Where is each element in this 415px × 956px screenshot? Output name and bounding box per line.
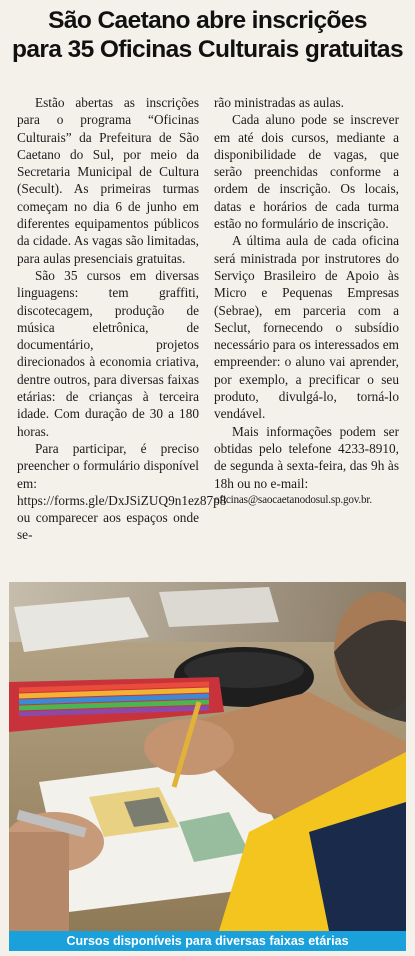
contact-email: oficinas@saocaetanodosul.sp.gov.br.	[214, 493, 372, 506]
paragraph: A última aula de cada oficina será ministrada por instrutores do Serviço Brasileiro de Apoio às Micro e Pequenas Empresas (Sebrae), em parceria com a Seclut, fornecendo o subsídio necessário para os interessados em empreender: o aluno vai aprender, por exemplo, a precificar o seu produto, divulgá-lo, torná-lo vendável.	[214, 233, 399, 422]
paragraph: Cada aluno pode se inscrever em até dois cursos, mediante a disponibilidade de vagas, que serão preenchidas conforme a ordem de inscrição. Os locais, datas e horários de cada turma estão no formulário de inscrição.	[214, 112, 399, 232]
paragraph: São 35 cursos em diversas linguagens: tem graffiti, discotecagem, produção de música eletrônica, de documentário, projetos direcionados à economia criativa, dentre outros, para diversas faixas etárias: de crianças à terceira idade. Com duração de 30 a 180 horas.	[17, 267, 199, 439]
headline-line-1: São Caetano abre inscrições	[48, 7, 367, 34]
paragraph: Para participar, é preciso preencher o formulário disponível em: https://forms.gle/DxJSiZUQ9n1ez87p8 ou comparecer aos espaços onde se-	[17, 440, 227, 543]
photo-illustration	[9, 582, 406, 931]
paragraph-continuation: rão ministradas as aulas.	[214, 95, 344, 110]
paragraph: Estão abertas as inscrições para o programa “Oficinas Culturais” da Prefeitura de São Caetano do Sul, por meio da Secretaria Municipal de Cultura (Secult). As primeiras turmas começam no dia 6 de junho em diferentes equipamentos públicos da cidade. As vagas são limitadas, para aulas presenciais gratuitas.	[17, 95, 199, 266]
headline-line-2: para 35 Oficinas Culturais gratuitas	[12, 36, 403, 63]
article-column-1	[17, 94, 227, 544]
article-column-2	[214, 94, 399, 509]
paragraph: Mais informações podem ser obtidas pelo telefone 4233-8910, de segunda à sexta-feira, das 9h às 18h ou no e-mail:	[214, 423, 399, 491]
photo-caption: Cursos disponíveis para diversas faixas etárias	[9, 931, 406, 951]
article-photo	[9, 582, 406, 931]
headline	[0, 6, 415, 64]
